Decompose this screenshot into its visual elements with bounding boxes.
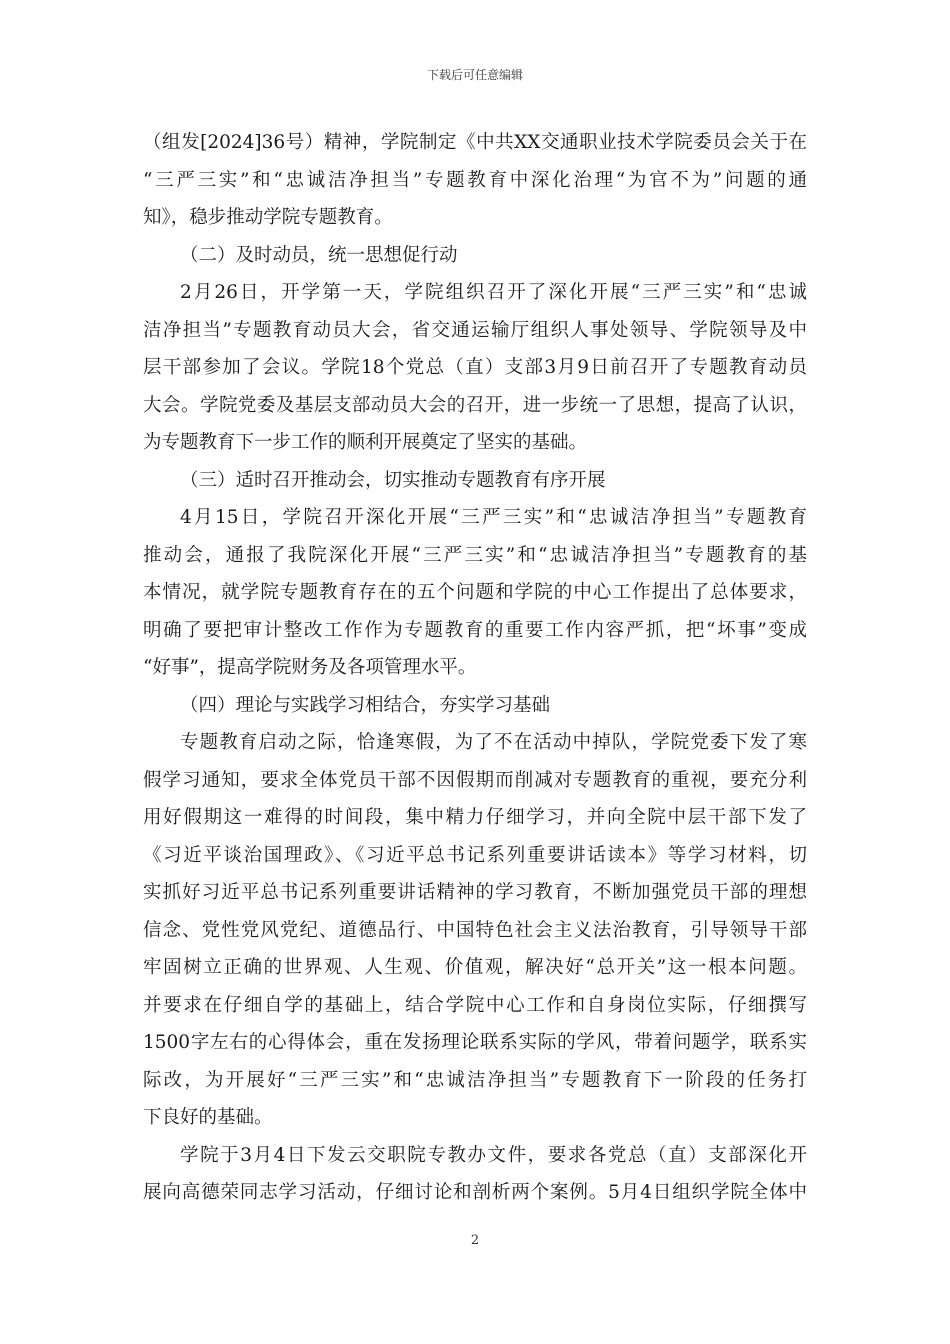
body-line: 知》，稳步推动学院专题教育。	[143, 207, 393, 228]
body-line: “好事”，提高学院财务及各项管理水平。	[143, 657, 477, 678]
body-line: 大会。学院党委及基层支部动员大会的召开，进一步统一了思想，提高了认识，	[143, 394, 807, 416]
page-number: 2	[470, 1233, 480, 1248]
section-heading: （四）理论与实践学习相结合，夯实学习基础	[180, 694, 551, 716]
body-line: “三严三实”和“忠诚洁净担当”专题教育中深化治理“为官不为”问题的通	[143, 169, 807, 191]
body-line: 为专题教育下一步工作的顺利开展奠定了坚实的基础。	[143, 432, 588, 453]
body-line: 《习近平谈治国理政》、《习近平总书记系列重要讲话读本》等学习材料，切	[143, 844, 807, 866]
body-line: 际改，为开展好“三严三实”和“忠诚洁净担当”专题教育下一阶段的任务打	[143, 1069, 807, 1091]
body-line: 洁净担当”专题教育动员大会，省交通运输厅组织人事处领导、学院领导及中	[143, 319, 807, 341]
section-heading: （三）适时召开推动会，切实推动专题教育有序开展	[180, 469, 606, 491]
body-line: 2月26日，开学第一天，学院组织召开了深化开展“三严三实”和“忠诚	[180, 282, 807, 303]
section-heading: （二）及时动员，统一思想促行动	[180, 244, 458, 266]
body-line: 信念、党性党风党纪、道德品行、中国特色社会主义法治教育，引导领导干部	[143, 919, 807, 941]
body-line: （组发[2024]36号）精神，学院制定《中共XX交通职业技术学院委员会关于在	[143, 132, 807, 153]
body-line: 学院于3月4日下发云交职院专教办文件，要求各党总（直）支部深化开	[180, 1144, 807, 1166]
body-line: 推动会，通报了我院深化开展“三严三实”和“忠诚洁净担当”专题教育的基	[143, 544, 807, 566]
body-line: 用好假期这一难得的时间段，集中精力仔细学习，并向全院中层干部下发了	[143, 807, 807, 828]
body-line: 1500字左右的心得体会，重在发扬理论联系实际的学风，带着问题学，联系实	[143, 1032, 807, 1053]
body-line: 并要求在仔细自学的基础上，结合学院中心工作和自身岗位实际，仔细撰写	[143, 994, 807, 1016]
body-line: 下良好的基础。	[143, 1107, 273, 1128]
page-header: 下载后可任意编辑	[426, 68, 523, 82]
body-line: 专题教育启动之际，恰逢寒假，为了不在活动中掉队，学院党委下发了寒	[180, 732, 807, 753]
body-line: 展向高德荣同志学习活动，仔细讨论和剖析两个案例。5月4日组织学院全体中	[143, 1182, 807, 1203]
body-line: 4月15日，学院召开深化开展“三严三实”和“忠诚洁净担当”专题教育	[180, 507, 807, 528]
document-body	[143, 124, 807, 1212]
body-line: 明确了要把审计整改工作作为专题教育的重要工作内容严抓，把“坏事”变成	[143, 619, 807, 641]
body-line: 层干部参加了会议。学院18个党总（直）支部3月9日前召开了专题教育动员	[143, 357, 807, 378]
body-line: 实抓好习近平总书记系列重要讲话精神的学习教育，不断加强党员干部的理想	[143, 882, 807, 903]
body-line: 本情况，就学院专题教育存在的五个问题和学院的中心工作提出了总体要求，	[143, 582, 807, 603]
body-line: 假学习通知，要求全体党员干部不因假期而削减对专题教育的重视，要充分利	[143, 769, 807, 791]
body-line: 牢固树立正确的世界观、人生观、价值观，解决好“总开关”这一根本问题。	[143, 957, 807, 978]
